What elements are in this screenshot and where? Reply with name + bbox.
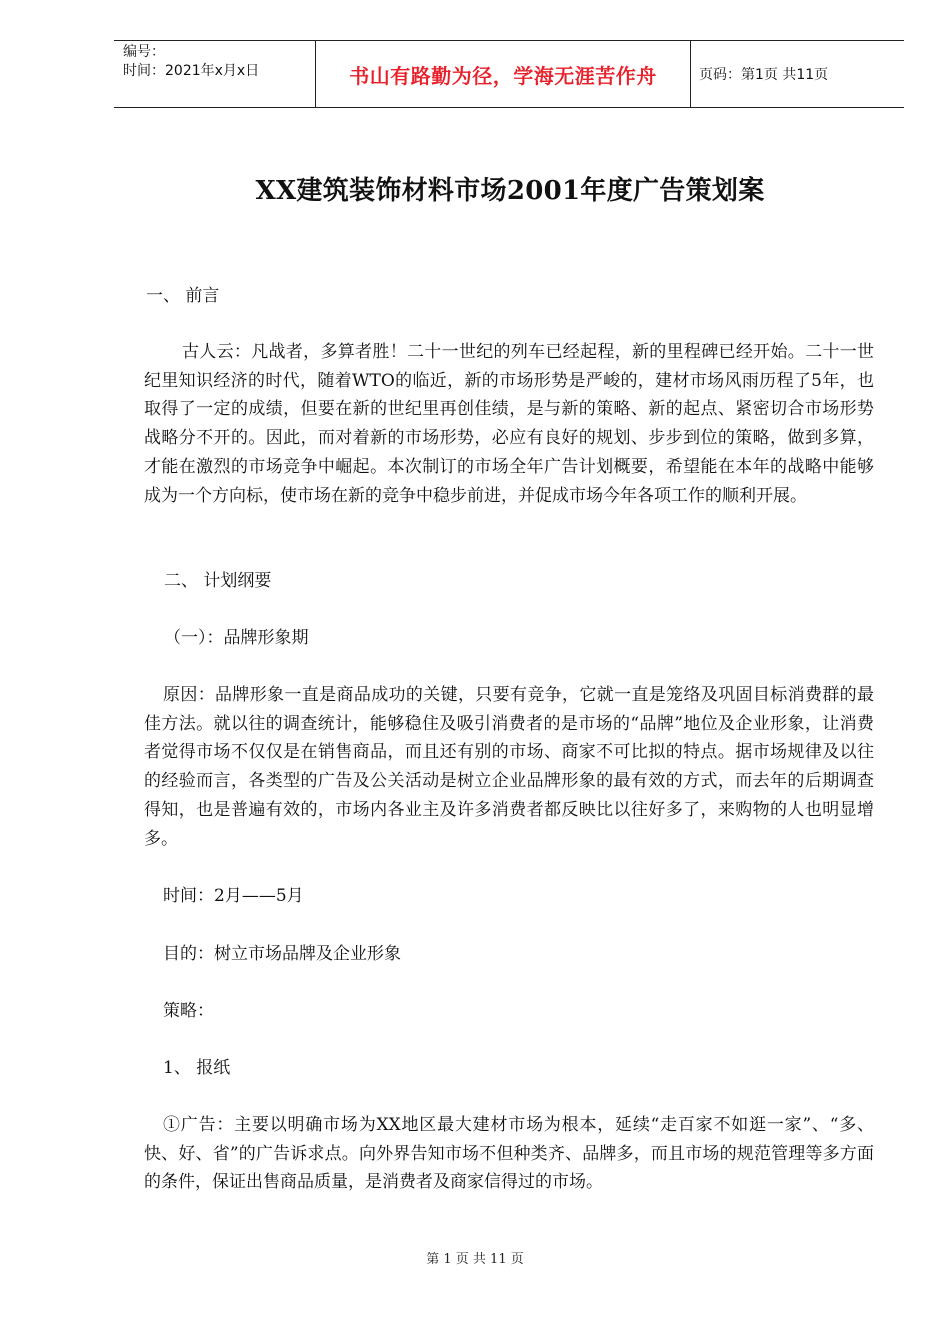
section-heading-preface: 一、 前言 <box>146 286 220 306</box>
goal-line: 目的：树立市场品牌及企业形象 <box>163 944 401 964</box>
section-heading-plan: 二、 计划纲要 <box>164 571 272 591</box>
subsection-brand-image: （一）：品牌形象期 <box>164 628 309 648</box>
page-header <box>114 40 904 108</box>
strategy-line: 策略： <box>163 1001 214 1021</box>
preface-paragraph: 古人云：凡战者，多算者胜！二十一世纪的列车已经起程，新的里程碑已经开始。二十一世纪里知识经济的时代，随着WTO的临近，新的市场形势是严峻的，建材市场风雨历程了5年，也取得了一定的成绩，但要在新的世纪里再创佳绩，是与新的策略、新的起点、紧密切合市场形势战略分不开的。因此，而对着新的市场形势，必应有良好的规划、步步到位的策略，做到多算，才能在激烈的市场竞争中崛起。本次制订的市场全年广告计划概要，希望能在本年的战略中能够成为一个方向标，使市场在新的竞争中稳步前进，并促成市场今年各项工作的顺利开展。 <box>144 342 874 506</box>
item-heading-newspaper: 1、 报纸 <box>163 1058 231 1078</box>
document-title: XX建筑装饰材料市场2001年度广告策划案 <box>255 176 765 206</box>
reason-paragraph: 原因：品牌形象一直是商品成功的关键，只要有竞争，它就一直是笼络及巩固目标消费群的最佳方法。就以往的调查统计，能够稳住及吸引消费者的是市场的“品牌”地位及企业形象，让消费者觉得市场不仅仅是在销售商品，而且还有别的市场、商家不可比拟的特点。据市场规律及以往的经验而言，各类型的广告及公关活动是树立企业品牌形象的最有效的方式，而去年的后期调查得知，也是普遍有效的，市场内各业主及许多消费者都反映比以往好多了，来购物的人也明显增多。 <box>144 685 874 849</box>
time-line: 时间：2月——5月 <box>163 886 304 906</box>
header-motto: 书山有路勤为径，学海无涯苦作舟 <box>315 41 691 107</box>
header-page-info: 页码：第1页 共11页 <box>699 67 829 83</box>
header-meta <box>114 41 315 107</box>
header-number-label: 编号： <box>123 44 165 60</box>
page-footer: 第 1 页 共 11 页 <box>426 1252 524 1267</box>
header-time-label: 时间：2021年x月x日 <box>123 63 260 79</box>
ad-paragraph: ①广告：主要以明确市场为XX地区最大建材市场为根本，延续“走百家不如逛一家”、“多、快、好、省”的广告诉求点。向外界告知市场不但种类齐、品牌多，而且市场的规范管理等多方面的条件，保证出售商品质量，是消费者及商家信得过的市场。 <box>144 1115 874 1193</box>
